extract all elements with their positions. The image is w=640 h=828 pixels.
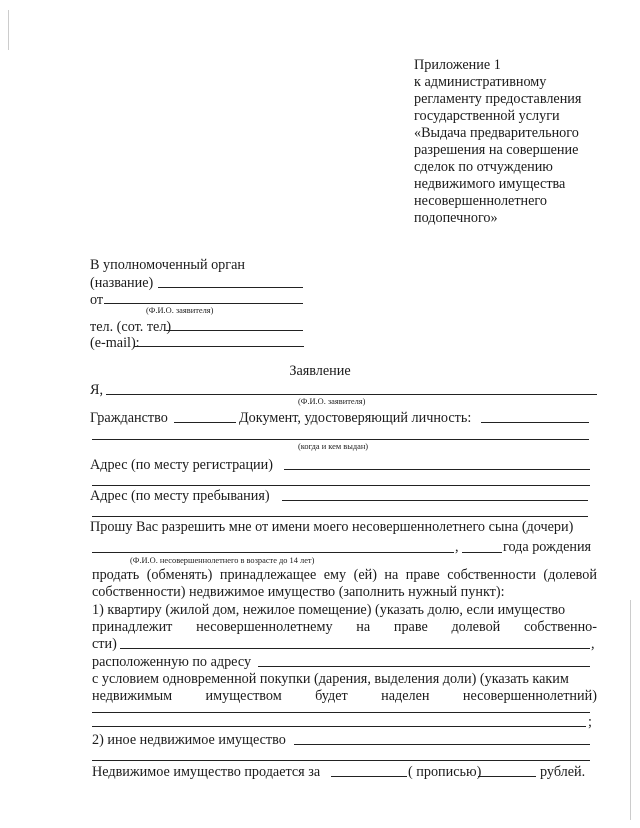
item1-word: принадлежит <box>92 619 173 635</box>
document-details-field[interactable] <box>92 439 589 440</box>
annex-line: подопечного» <box>414 210 498 226</box>
organ-name-field[interactable] <box>158 287 303 288</box>
purchase-property-field-2[interactable] <box>92 726 586 727</box>
email-label: (e-mail): <box>90 335 140 351</box>
item1-word: на <box>356 619 371 635</box>
citizenship-label: Гражданство <box>90 410 168 426</box>
sell-word: праве <box>405 567 440 583</box>
scan-edge-mark <box>8 10 9 50</box>
address-stay-label: Адрес (по месту пребывания) <box>90 488 270 504</box>
condition-text-line-2 <box>92 688 597 705</box>
addressee-organ-label: В уполномоченный орган <box>90 257 245 273</box>
price-digits-field[interactable] <box>331 776 407 777</box>
condition-word: имуществом <box>205 688 282 704</box>
condition-word: наделен <box>381 688 430 704</box>
address-registration-field-2[interactable] <box>92 485 590 486</box>
sell-word: продать <box>92 567 140 583</box>
annex-line: к административному <box>414 74 547 90</box>
annex-line: Приложение 1 <box>414 57 501 73</box>
price-words-field[interactable] <box>478 776 536 777</box>
item1-text-line-1: 1) квартиру (жилой дом, нежилое помещение) (указать долю, если имущество <box>92 602 566 618</box>
address-stay-field[interactable] <box>282 500 588 501</box>
minor-name-field[interactable] <box>92 552 454 553</box>
semicolon-text: ; <box>588 714 592 730</box>
item1-text-line-3: сти) <box>92 636 117 652</box>
sell-word: (долевой <box>543 567 597 583</box>
form-title: Заявление <box>289 363 351 379</box>
annex-line: «Выдача предварительного <box>414 125 579 141</box>
minor-name-hint: (Ф.И.О. несовершеннолетнего в возрасте до 14 лет) <box>130 556 315 565</box>
sell-text-line-1 <box>92 567 597 584</box>
sell-word: принадлежащее <box>219 567 317 583</box>
document-label: Документ, удостоверяющий личность: <box>239 410 472 426</box>
annex-line: государственной услуги <box>414 108 560 124</box>
phone-field[interactable] <box>166 330 303 331</box>
annex-line: сделок по отчуждению <box>414 159 553 175</box>
item1-word: праве <box>393 619 428 635</box>
annex-line: разрешения на совершение <box>414 142 579 158</box>
price-label: Недвижимое имущество продается за <box>92 764 321 780</box>
applicant-fullname-hint: (Ф.И.О. заявителя) <box>298 397 366 406</box>
sell-text-line-2: собственности) недвижимое имущество (заполнить нужный пункт): <box>92 584 505 600</box>
from-label: от <box>90 292 104 308</box>
sell-word: собственности <box>447 567 536 583</box>
item1-word: несовершеннолетнему <box>196 619 333 635</box>
document-field[interactable] <box>481 422 589 423</box>
condition-word: будет <box>315 688 348 704</box>
annex-block <box>414 57 614 227</box>
organ-name-label: (название) <box>90 275 154 291</box>
item1-word: долевой <box>451 619 501 635</box>
purchase-property-field[interactable] <box>92 712 590 713</box>
i-label: Я, <box>90 382 104 398</box>
applicant-fullname-field[interactable] <box>106 394 597 395</box>
annex-line: регламенту предоставления <box>414 91 582 107</box>
annex-line: недвижимого имущества <box>414 176 566 192</box>
birth-year-label: года рождения <box>503 539 592 555</box>
sell-word: (ей) <box>353 567 377 583</box>
scan-edge-mark <box>630 600 631 820</box>
applicant-name-hint: (Ф.И.О. заявителя) <box>146 306 214 315</box>
sell-word: (обменять) <box>146 567 213 583</box>
other-property-field-2[interactable] <box>92 760 590 761</box>
item1-word: собственно- <box>523 619 597 635</box>
annex-line: несовершеннолетнего <box>414 193 547 209</box>
sell-word: ему <box>323 567 347 583</box>
address-registration-field[interactable] <box>284 469 590 470</box>
document-issued-hint: (когда и кем выдан) <box>298 442 369 451</box>
address-registration-label: Адрес (по месту регистрации) <box>90 457 273 473</box>
item1-comma: , <box>591 636 595 652</box>
rubles-label: рублей. <box>540 764 586 780</box>
item2-label: 2) иное недвижимое имущество <box>92 732 286 748</box>
condition-word: недвижимым <box>92 688 173 704</box>
located-label: расположенную по адресу <box>92 654 252 670</box>
applicant-name-field[interactable] <box>104 303 303 304</box>
condition-text-line-1: с условием одновременной покупки (дарения, выделения доли) (указать каким <box>92 671 569 687</box>
request-text: Прошу Вас разрешить мне от имени моего несовершеннолетнего сына (дочери) <box>90 519 574 535</box>
address-stay-field-2[interactable] <box>92 516 588 517</box>
share-field[interactable] <box>120 648 590 649</box>
birth-year-field[interactable] <box>462 552 502 553</box>
located-address-field[interactable] <box>258 666 590 667</box>
sell-word: на <box>384 567 399 583</box>
citizenship-field[interactable] <box>174 422 236 423</box>
other-property-field[interactable] <box>294 744 590 745</box>
item1-text-line-2 <box>92 619 597 636</box>
condition-word: несовершеннолетний) <box>462 688 597 704</box>
in-words-label: ( прописью) <box>408 764 482 780</box>
phone-label: тел. (сот. тел) <box>90 319 172 335</box>
email-field[interactable] <box>134 346 304 347</box>
comma-text: , <box>455 539 459 555</box>
